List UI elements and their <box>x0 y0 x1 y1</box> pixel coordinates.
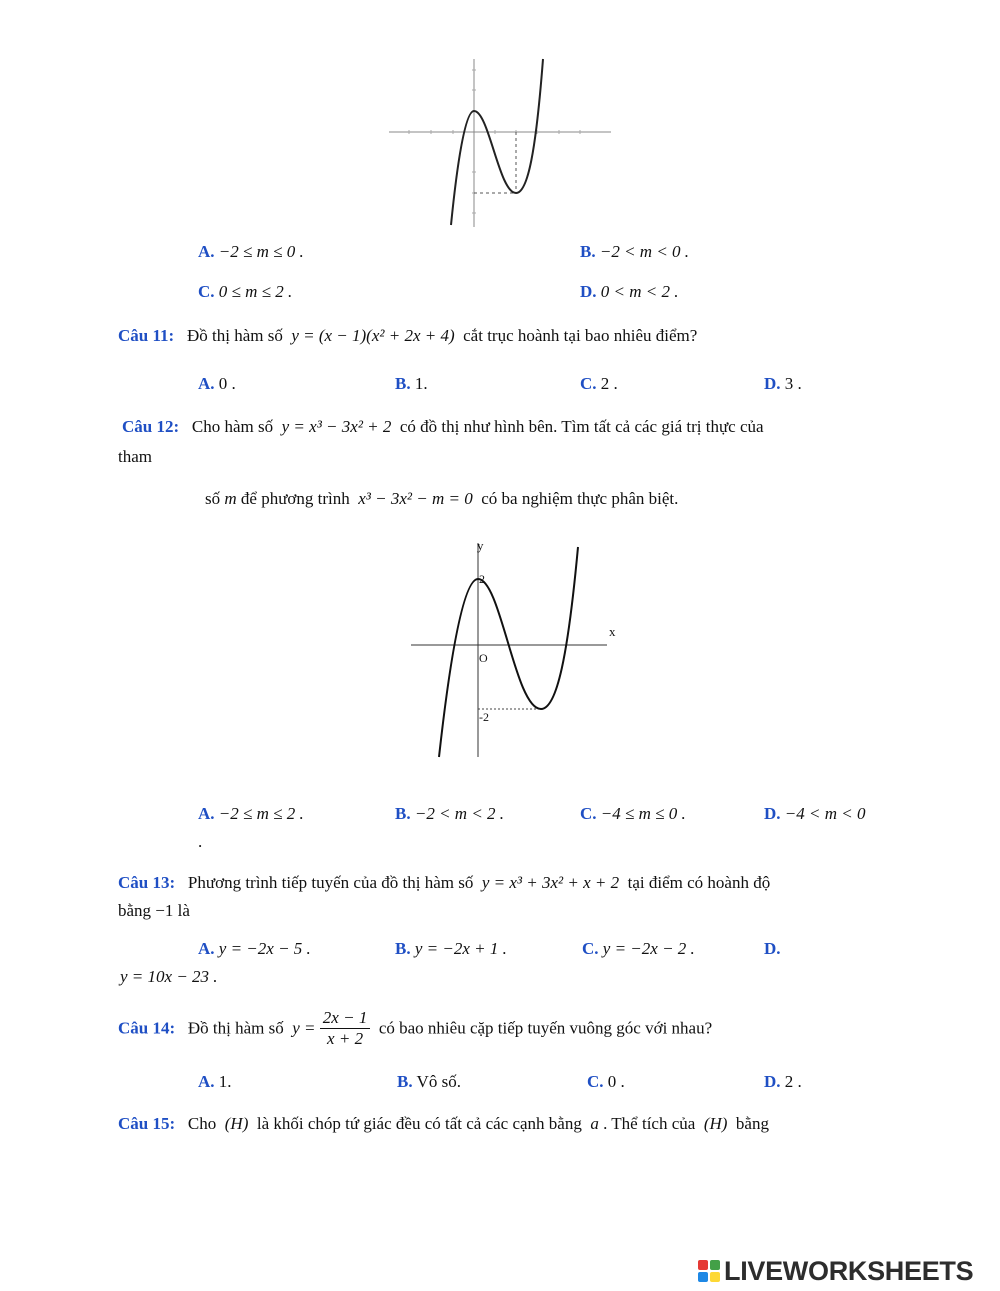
option-label: C. <box>580 804 597 823</box>
q10-option-a[interactable] <box>198 242 304 262</box>
question-text: tham <box>118 447 152 466</box>
question-text: Cho <box>187 1114 217 1133</box>
q12-option-d-tail <box>198 832 202 852</box>
figure-1-ticks <box>409 70 580 213</box>
q10-option-d[interactable] <box>580 282 679 302</box>
q11-stem <box>118 326 697 346</box>
q11-option-a[interactable] <box>198 374 236 394</box>
option-label: A. <box>198 939 215 958</box>
variable-a: a <box>590 1114 599 1133</box>
q12-stem-line2 <box>118 447 152 467</box>
option-text: 1. <box>218 1072 232 1091</box>
option-label: C. <box>582 939 599 958</box>
option-label: D. <box>764 939 781 958</box>
q14-stem <box>118 1008 712 1049</box>
option-label: B. <box>397 1072 413 1091</box>
option-text: y = 10x − 23 . <box>120 967 218 986</box>
option-text: −2 < m < 2 . <box>414 804 505 823</box>
question-formula: x³ − 3x² − m = 0 <box>358 489 473 508</box>
q11-option-b[interactable] <box>395 374 428 394</box>
q14-option-a[interactable] <box>198 1072 232 1092</box>
option-text: −4 ≤ m ≤ 0 . <box>600 804 686 823</box>
option-label: A. <box>198 804 215 823</box>
q13-option-b[interactable] <box>395 939 507 959</box>
q13-stem <box>118 873 770 893</box>
option-text: Vô số. <box>416 1072 461 1091</box>
option-label: C. <box>580 374 597 393</box>
option-label: B. <box>395 939 411 958</box>
q10-option-b[interactable] <box>580 242 689 262</box>
option-label: D. <box>764 1072 781 1091</box>
option-text: 3 . <box>784 374 802 393</box>
figure-1-cubic-graph <box>385 55 615 230</box>
min-value-label: -2 <box>479 710 489 724</box>
option-label: C. <box>587 1072 604 1091</box>
q15-stem <box>118 1114 769 1134</box>
question-label: Câu 15: <box>118 1114 176 1133</box>
figure-2-axes <box>411 543 607 757</box>
question-text: Đồ thị hàm số <box>187 1018 284 1038</box>
question-text: có ba nghiệm thực phân biệt. <box>481 489 679 508</box>
fraction-numerator: 2x − 1 <box>320 1008 371 1029</box>
q12-stem-line3 <box>205 489 678 509</box>
option-label: D. <box>764 374 781 393</box>
question-text: bằng <box>735 1114 769 1133</box>
q13-option-c[interactable] <box>582 939 695 959</box>
question-text: Cho hàm số <box>191 417 274 436</box>
option-text: y = −2x − 5 . <box>218 939 311 958</box>
question-text: có bao nhiêu cặp tiếp tuyến vuông góc với nhau? <box>378 1018 713 1038</box>
q13-option-d[interactable] <box>764 939 781 959</box>
origin-label: O <box>479 651 488 665</box>
question-text: số <box>205 489 221 508</box>
option-text: −2 ≤ m ≤ 2 . <box>218 804 304 823</box>
question-text: . Thể tích của <box>603 1114 696 1133</box>
question-text: có đồ thị như hình bên. Tìm tất cả các giá trị thực của <box>399 417 764 436</box>
q11-option-c[interactable] <box>580 374 618 394</box>
option-label: B. <box>395 374 411 393</box>
fraction <box>320 1008 371 1049</box>
question-formula: y = x³ + 3x² + x + 2 <box>481 873 620 892</box>
option-text: 2 . <box>784 1072 802 1091</box>
x-axis-label: x <box>609 624 616 639</box>
option-label: D. <box>764 804 781 823</box>
figure-1-axes <box>389 59 611 227</box>
question-text: bằng −1 là <box>118 901 190 920</box>
question-label: Câu 14: <box>118 1018 176 1038</box>
option-label: A. <box>198 1072 215 1091</box>
question-text: để phương trình <box>240 489 350 508</box>
fraction-denominator: x + 2 <box>327 1029 364 1048</box>
option-text: 0 < m < 2 . <box>600 282 679 301</box>
question-formula: y = (x − 1)(x² + 2x + 4) <box>291 326 455 345</box>
q14-option-d[interactable] <box>764 1072 802 1092</box>
math-h: (H) <box>224 1114 249 1133</box>
q11-option-d[interactable] <box>764 374 802 394</box>
q12-stem <box>122 417 764 437</box>
question-label: Câu 11: <box>118 326 175 345</box>
option-text: y = −2x − 2 . <box>602 939 695 958</box>
logo-mark-icon <box>698 1260 720 1282</box>
figure-1-curve <box>451 59 543 225</box>
q12-option-b[interactable] <box>395 804 504 824</box>
q14-option-b[interactable] <box>397 1072 461 1092</box>
math-h: (H) <box>703 1114 728 1133</box>
variable-m: m <box>224 489 237 508</box>
option-text: −2 ≤ m ≤ 0 . <box>218 242 304 261</box>
figure-2-cubic-graph <box>405 535 630 760</box>
question-text: cắt trục hoành tại bao nhiêu điểm? <box>463 326 698 345</box>
option-label: D. <box>580 282 597 301</box>
q13-option-d-text <box>120 967 218 987</box>
question-text: tại điểm có hoành độ <box>627 873 771 892</box>
figure-2-curve <box>439 547 578 757</box>
q12-option-a[interactable] <box>198 804 304 824</box>
question-text: Phương trình tiếp tuyến của đồ thị hàm số <box>187 873 474 892</box>
option-text: y = −2x + 1 . <box>414 939 507 958</box>
q12-option-d[interactable] <box>764 804 865 824</box>
option-label: A. <box>198 374 215 393</box>
q14-option-c[interactable] <box>587 1072 625 1092</box>
question-text: Đồ thị hàm số <box>186 326 283 345</box>
option-text: 1. <box>414 374 428 393</box>
question-label: Câu 12: <box>122 417 180 436</box>
fraction-lhs: y = <box>292 1018 316 1038</box>
question-formula: y = x³ − 3x² + 2 <box>281 417 392 436</box>
liveworksheets-logo <box>698 1256 973 1286</box>
option-label: B. <box>395 804 411 823</box>
option-text: 0 . <box>607 1072 625 1091</box>
max-value-label: 2 <box>479 572 485 586</box>
figure-1-dashed-guides <box>474 132 516 193</box>
q13-option-a[interactable] <box>198 939 311 959</box>
option-text: −4 < m < 0 <box>784 804 866 823</box>
question-text: là khối chóp tứ giác đều có tất cả các cạnh bằng <box>256 1114 582 1133</box>
logo-text: LIVEWORKSHEETS <box>724 1255 974 1286</box>
q10-option-c[interactable] <box>198 282 292 302</box>
y-axis-label: y <box>477 538 484 553</box>
option-text: 2 . <box>600 374 618 393</box>
option-label: B. <box>580 242 596 261</box>
option-label: C. <box>198 282 215 301</box>
q12-option-c[interactable] <box>580 804 686 824</box>
option-text: −2 < m < 0 . <box>599 242 690 261</box>
option-text: 0 . <box>218 374 236 393</box>
option-text: 0 ≤ m ≤ 2 . <box>218 282 293 301</box>
option-text: . <box>198 832 203 851</box>
option-label: A. <box>198 242 215 261</box>
q13-stem-line2 <box>118 901 190 921</box>
question-label: Câu 13: <box>118 873 176 892</box>
